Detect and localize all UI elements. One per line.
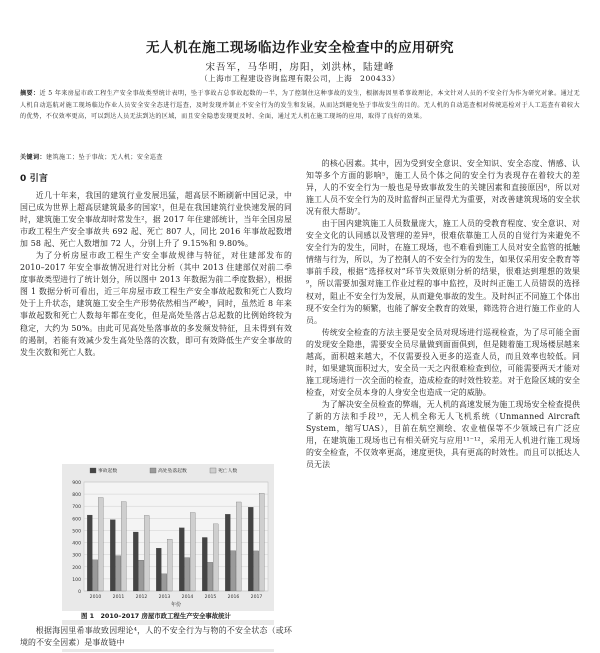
- y-tick-label: 900: [72, 481, 81, 486]
- x-tick-label: 2016: [227, 595, 240, 600]
- right-column: [306, 158, 580, 471]
- left-column: [20, 170, 292, 359]
- abstract: [20, 88, 580, 123]
- bar: [93, 560, 98, 591]
- bar: [167, 539, 172, 591]
- abstract-text: 近 5 年来房屋市政工程生产安全事故类型统计表明，坠于事故占总事故起数的一半，为了控制住这种事故的发生，根据海因里希事故理论，本文针对人员的不安全行为作为研究对象。通过无人机自动巡航对施工现场临边作业人员安全安全态进行巡查，及时发现并制止不安全行为的发生和发展，从而达到避免坠于事故发生的目的。无人机的自动巡查相对传统巡检对于人工巡查有着较大的优势，不仅效率更高，可以到达人员无法到达的区域，而且安全隐患发现更及时、全面，通过无人机在施工现场的应用，取得了良好的效果。: [20, 90, 580, 121]
- legend-label: 高处坠落起数: [158, 469, 187, 474]
- bar: [225, 514, 230, 591]
- affiliation: （上海市工程建设咨询监理有限公司，上海 200433）: [200, 74, 400, 83]
- left-paragraph: 为了分析房屋市政工程生产安全事故规律与特征，对住建部发布的 2010–2017 年安全事故情况进行对比分析（其中 2013 住建部仅对前二季度事故类型进行了统计划分，所以图中 2013 年数据为前二季度数据），根据图 1 数据分析可看出，近三年房屋市政工程生产安全事故起数和死亡人数均处于上升状态，建筑施工安全生产形势依然相当严峻³，同时，虽然近 8 年来事故起数和死亡人数每年都在变化，但是高处坠落占总起数的比例始终较为稳定，大约为 50%。由此可见高处坠落事故的多发频发特征，且未得到有效的遏制，若能有效减少发生高处坠落的次数，即可有效降低生产安全事故的发生次数和死亡人数。: [20, 251, 292, 357]
- bar: [213, 524, 218, 591]
- right-paragraph: 的核心因素。其中，因为受到安全意识、安全知识、安全态度、情感、认知等多个方面的影响⁵，施工人员个体之间的安全行为表现存在着较大的差异，人的不安全行为一般也是导致事故发生的关键因素和直接原因⁶，所以对施工人员不安全行为的及时监督纠正显得尤为重要，对改善建筑现场的安全状况有很大帮助⁷。: [306, 159, 580, 217]
- bar: [236, 502, 241, 591]
- left-paragraph: 根据海因里希事故致因理论⁴，人的不安全行为与物的不安全状态（或环境的不安全因素）是事故链中: [20, 626, 292, 648]
- bar: [185, 558, 190, 591]
- x-tick-label: 2011: [112, 595, 125, 600]
- bar: [162, 574, 167, 591]
- bar: [87, 515, 92, 591]
- x-tick-label: 2010: [89, 595, 102, 600]
- right-paragraph: 为了解决安全员检查的弊端，无人机的高速发展为施工现场安全检查提供了新的方法和手段¹⁰，无人机全称无人飞机系统（Unmanned Aircraft System，缩写UAS），目前在航空测绘、农业植保等不少领域已有广泛应用，在建筑施工现场也已有相关研究与应用¹¹⁻¹²，采用无人机进行施工现场的安全检查，不仅效率更高，速度更快，具有更高的时效性。而且可以抵达人员无法: [306, 399, 580, 470]
- y-tick-label: 600: [72, 517, 81, 523]
- y-tick-label: 400: [72, 541, 81, 547]
- right-paragraph: 由于国内建筑施工人员数量庞大，施工人员的受教育程度、安全意识、对安全文化的认同感以及管理的差异⁸，很难依靠施工人员的自觉行为来避免不安全行为的发生，同时，在施工现场，也不难看到施工人员对安全监管的抵触情绪与行为，所以，为了控制人的不安全行为的发生，如果仅采用安全教育等事前手段，根据“选择权对”环节失效原则分析的结果，很难达到理想的效果⁹，所以需要加强对施工作业过程的事中监控，及时纠正施工人员错误的选择权对，阻止不安全行为发展，从而避免事故的发生。及时纠正不同施工个体出现不安全行为的频繁，也能了解安全教育的效果，筛选符合进行施工作业的人员。: [306, 219, 580, 325]
- y-tick-label: 700: [72, 505, 81, 511]
- x-axis-label: 年份: [170, 602, 182, 608]
- y-tick-label: 100: [72, 577, 81, 583]
- x-tick-label: 2012: [135, 595, 148, 600]
- keywords-label: 关键词：: [20, 154, 46, 161]
- bar-chart: [62, 464, 274, 609]
- figure-caption: 图 1 2010–2017 房屋市政工程生产安全事故统计: [20, 611, 292, 620]
- abstract-label: 摘要：: [20, 90, 40, 97]
- bar: [139, 560, 144, 591]
- bar: [144, 515, 149, 591]
- bar: [98, 498, 103, 591]
- x-tick-label: 2015: [204, 595, 217, 600]
- bar: [202, 537, 207, 591]
- bar: [259, 493, 264, 591]
- bar: [156, 548, 161, 591]
- bar: [190, 513, 195, 591]
- right-paragraph: 传统安全检查的方法主要是安全员对现场进行巡视检查，为了尽可能全面的发现安全隐患，需要安全员尽量做到面面俱到，但是随着施工现场楼层越来越高，面积越来越大，不仅需要投入更多的巡查人员，而且效率也较低。同时，如果建筑面积过大，安全员一天之内很难检查到位，可能需要两天才能对施工现场进行一次全面的检查，造成检查的时效性较差。对于危险区域的安全检查，对安全员本身的人身安全也造成一定的威胁。: [306, 327, 580, 397]
- left-paragraph: 近几十年来，我国的建筑行业发展迅猛，超高层不断刷新中国记录，中国已成为世界上超高层建筑最多的国家¹，但是在我国建筑行业快速发展的同时，建筑施工安全事故却时常发生²，据 2017 年住建部统计，当年全国房屋市政工程生产安全事故共 692 起、死亡 807 人，同比 2016 年事故起数增加 58 起、死亡人数增加 72 人，分别上升了 9.15%和 9.80%。: [20, 191, 292, 249]
- figure-1: [62, 464, 274, 652]
- bar: [133, 532, 138, 591]
- y-tick-label: 300: [72, 553, 81, 559]
- x-tick-label: 2017: [250, 595, 263, 600]
- y-tick-label: 800: [72, 493, 81, 499]
- x-tick-label: 2013: [158, 595, 171, 600]
- legend-swatch: [150, 468, 156, 473]
- legend-label: 事故起数: [98, 469, 118, 474]
- bar: [248, 507, 253, 591]
- bar: [179, 528, 184, 591]
- section-heading: 0 引言: [20, 174, 48, 184]
- author-list: 宋吾军，马华明，房阳，刘洪林，陆建峰: [205, 62, 395, 73]
- bar: [121, 502, 126, 591]
- keywords-text: 建筑施工；坠于事故；无人机；安全巡查: [45, 154, 163, 161]
- y-tick-label: 0: [78, 590, 81, 595]
- bar: [110, 520, 115, 591]
- legend-swatch: [90, 468, 96, 473]
- x-tick-label: 2014: [181, 595, 194, 600]
- bar: [231, 551, 236, 591]
- y-tick-label: 200: [72, 565, 81, 571]
- bar: [208, 562, 213, 591]
- after-figure-text: [20, 625, 292, 649]
- legend-swatch: [210, 468, 216, 473]
- bar: [116, 556, 121, 591]
- legend-label: 死亡人数: [218, 469, 238, 474]
- bar: [254, 551, 259, 591]
- y-tick-label: 500: [72, 529, 81, 535]
- paper-title: 无人机在施工现场临边作业安全检查中的应用研究: [146, 40, 454, 56]
